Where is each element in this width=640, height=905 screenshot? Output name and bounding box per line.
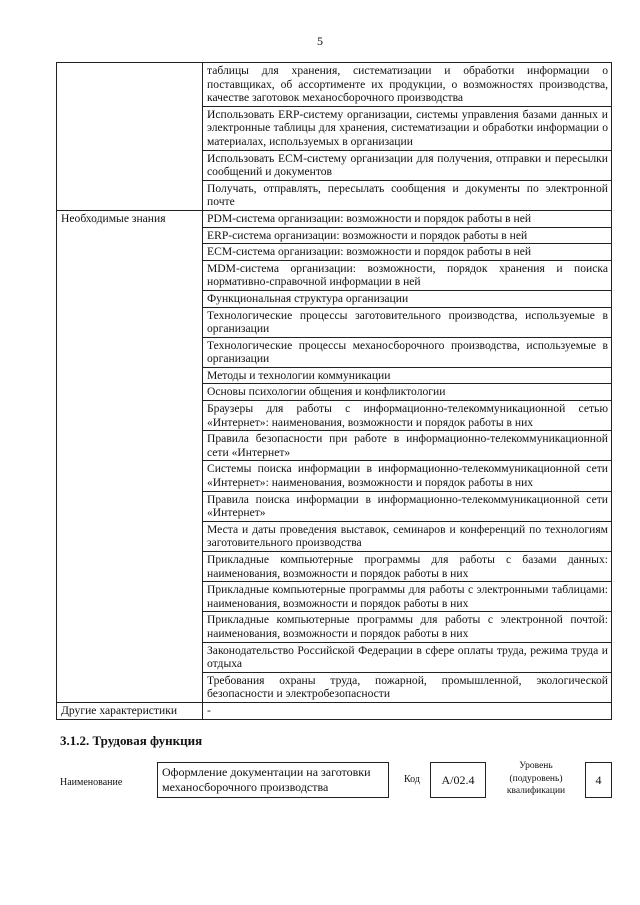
row-content-cell: Прикладные компьютерные программы для работы с электронной почтой: наименования, возможности и порядок работы в них xyxy=(203,612,612,642)
section-title: 3.1.2. Трудовая функция xyxy=(60,733,203,748)
row-label-cell xyxy=(57,384,203,401)
row-content-cell: Браузеры для работы с информационно-телекоммуникационной сетью «Интернет»: наименования, возможности и порядок работы в них xyxy=(203,401,612,431)
requirements-table xyxy=(56,62,612,720)
row-content-cell: Основы психологии общения и конфликтологии xyxy=(203,384,612,401)
knowledge-row xyxy=(57,521,612,551)
name-label: Наименование xyxy=(60,777,123,788)
row-label-cell xyxy=(57,521,203,551)
code-box: A/02.4 xyxy=(430,762,486,798)
code-label: Код xyxy=(404,774,420,785)
row-label-cell xyxy=(57,150,203,180)
other-characteristics-row xyxy=(57,702,612,719)
knowledge-row xyxy=(57,210,612,227)
row-label-cell xyxy=(57,642,203,672)
qualification-level-box: 4 xyxy=(585,762,612,798)
row-content-cell: Технологические процессы заготовительного производства, используемые в организации xyxy=(203,307,612,337)
row-label-cell xyxy=(57,63,203,107)
row-label-cell xyxy=(57,491,203,521)
row-label-cell xyxy=(57,106,203,150)
row-label-cell xyxy=(57,227,203,244)
knowledge-row xyxy=(57,582,612,612)
row-content-cell: - xyxy=(203,702,612,719)
row-content-cell: Прикладные компьютерные программы для работы с электронными таблицами: наименования, возможности и порядок работы в них xyxy=(203,582,612,612)
row-label-cell xyxy=(57,552,203,582)
knowledge-row xyxy=(57,384,612,401)
skill-row xyxy=(57,150,612,180)
row-label-cell xyxy=(57,307,203,337)
knowledge-row xyxy=(57,552,612,582)
row-content-cell: Технологические процессы механосборочного производства, используемые в организации xyxy=(203,337,612,367)
row-label-cell: Другие характеристики xyxy=(57,702,203,719)
row-content-cell: Системы поиска информации в информационно-телекоммуникационной сети «Интернет»: наименования, возможности и порядок работы в них xyxy=(203,461,612,491)
row-content-cell: Места и даты проведения выставок, семинаров и конференций по технологиям заготовительного производства xyxy=(203,521,612,551)
skill-row xyxy=(57,180,612,210)
row-label-cell xyxy=(57,431,203,461)
qualification-level-label: Уровень (подуровень) квалификации xyxy=(506,761,566,796)
row-label-cell xyxy=(57,290,203,307)
knowledge-row xyxy=(57,290,612,307)
row-content-cell: ERP-система организации: возможности и порядок работы в ней xyxy=(203,227,612,244)
row-content-cell: ECM-система организации: возможности и порядок работы в ней xyxy=(203,244,612,261)
knowledge-row xyxy=(57,337,612,367)
row-label-cell xyxy=(57,260,203,290)
knowledge-row xyxy=(57,461,612,491)
row-content-cell: Получать, отправлять, пересылать сообщения и документы по электронной почте xyxy=(203,180,612,210)
row-label-cell xyxy=(57,244,203,261)
skill-row xyxy=(57,106,612,150)
row-label-cell xyxy=(57,367,203,384)
row-content-cell: Прикладные компьютерные программы для работы с базами данных: наименования, возможности и порядок работы в них xyxy=(203,552,612,582)
page-number: 5 xyxy=(317,34,323,48)
row-label-cell xyxy=(57,612,203,642)
knowledge-row xyxy=(57,642,612,672)
row-content-cell: Требования охраны труда, пожарной, промышленной, экологической безопасности и электробезопасности xyxy=(203,672,612,702)
row-label-cell: Необходимые знания xyxy=(57,210,203,227)
knowledge-row xyxy=(57,244,612,261)
knowledge-row xyxy=(57,612,612,642)
knowledge-row xyxy=(57,672,612,702)
knowledge-row xyxy=(57,431,612,461)
skill-row xyxy=(57,63,612,107)
knowledge-row xyxy=(57,367,612,384)
row-content-cell: Функциональная структура организации xyxy=(203,290,612,307)
row-content-cell: таблицы для хранения, систематизации и обработки информации о поставщиках, об ассортименте их продукции, о возможностях производства, качестве заготовок механосборочного производства xyxy=(203,63,612,107)
row-content-cell: Использовать ERP-систему организации, системы управления базами данных и электронные таблицы для хранения, систематизации и обработки информации о материалах, используемых в организации xyxy=(203,106,612,150)
row-label-cell xyxy=(57,180,203,210)
row-content-cell: Использовать ECM-систему организации для получения, отправки и пересылки сообщений и документов xyxy=(203,150,612,180)
row-label-cell xyxy=(57,461,203,491)
function-name-box: Оформление документации на заготовки механосборочного производства xyxy=(157,762,389,798)
knowledge-row xyxy=(57,307,612,337)
knowledge-row xyxy=(57,260,612,290)
row-content-cell: Методы и технологии коммуникации xyxy=(203,367,612,384)
knowledge-row xyxy=(57,491,612,521)
row-label-cell xyxy=(57,672,203,702)
row-content-cell: Правила безопасности при работе в информационно-телекоммуникационной сети «Интернет» xyxy=(203,431,612,461)
row-content-cell: Законодательство Российской Федерации в сфере оплаты труда, режима труда и отдыха xyxy=(203,642,612,672)
row-label-cell xyxy=(57,337,203,367)
row-label-cell xyxy=(57,401,203,431)
row-content-cell: MDM-система организации: возможности, порядок хранения и поиска нормативно-справочной информации в ней xyxy=(203,260,612,290)
knowledge-row xyxy=(57,227,612,244)
knowledge-row xyxy=(57,401,612,431)
row-content-cell: PDM-система организации: возможности и порядок работы в ней xyxy=(203,210,612,227)
row-content-cell: Правила поиска информации в информационно-телекоммуникационной сети «Интернет» xyxy=(203,491,612,521)
row-label-cell xyxy=(57,582,203,612)
